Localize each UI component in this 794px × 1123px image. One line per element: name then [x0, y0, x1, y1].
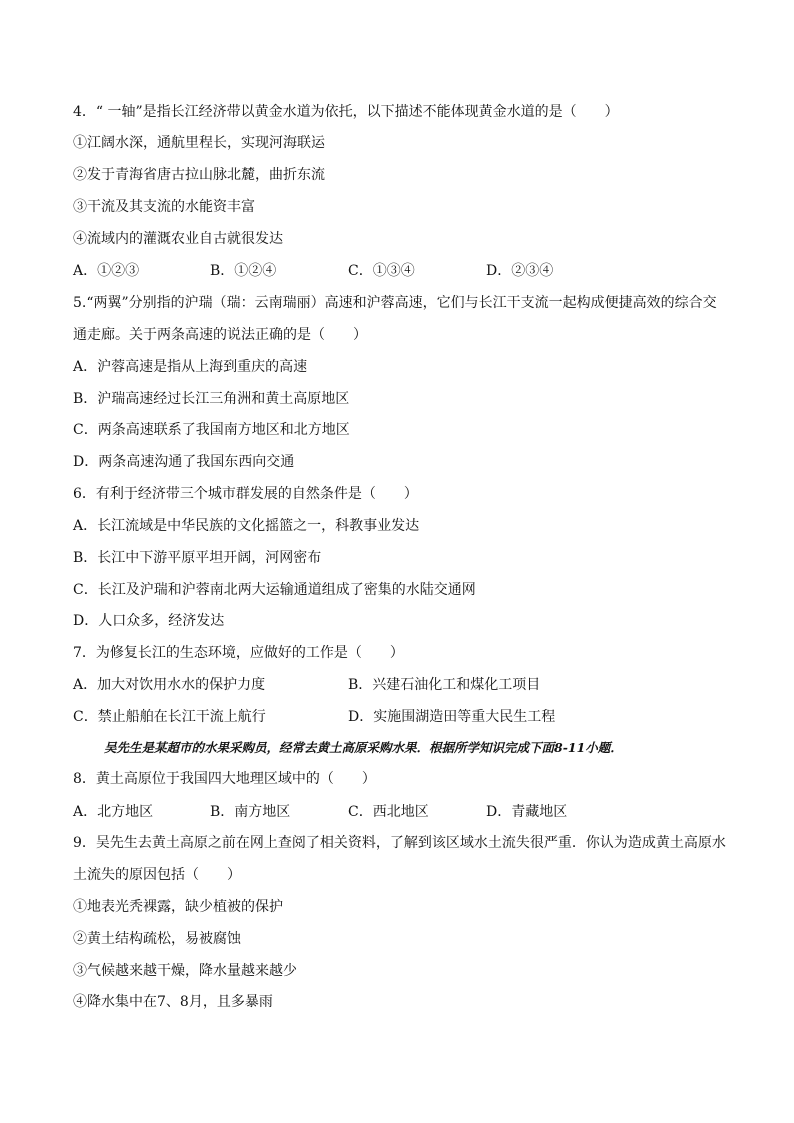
question-9-stem-line-1: 9．吴先生去黄土高原之前在网上查阅了相关资料，了解到该区域水土流失很严重．你认为造成黄土高原水	[73, 835, 726, 851]
question-7-option-c: C．禁止船舶在长江干流上航行	[73, 709, 266, 725]
question-4-option-c: C．①③④	[348, 263, 415, 279]
question-5-option-b: B．沪瑞高速经过长江三角洲和黄土高原地区	[73, 391, 350, 407]
question-5-stem-line-1: 5.“两翼”分别指的沪瑞（瑞：云南瑞丽）高速和沪蓉高速，它们与长江干支流一起构成便捷高效的综合交	[73, 295, 717, 311]
question-4-statement-2: ②发于青海省唐古拉山脉北麓，曲折东流	[73, 167, 325, 183]
question-7-option-b: B．兴建石油化工和煤化工项目	[348, 677, 541, 693]
question-8-option-d: D．青藏地区	[486, 804, 568, 820]
question-7-stem: 7．为修复长江的生态环境，应做好的工作是（ ）	[73, 645, 404, 661]
question-8-option-b: B．南方地区	[210, 804, 291, 820]
question-5-option-d: D．两条高速沟通了我国东西向交通	[73, 454, 295, 470]
question-5-stem-line-2: 通走廊。关于两条高速的说法正确的是（ ）	[73, 327, 367, 343]
question-4-stem: 4．“ 一轴”是指长江经济带以黄金水道为依托，以下描述不能体现黄金水道的是（ ）	[73, 104, 619, 120]
question-5-option-a: A．沪蓉高速是指从上海到重庆的高速	[73, 359, 308, 375]
question-4-option-a: A．①②③	[73, 263, 140, 279]
question-8-stem: 8．黄土高原位于我国四大地理区域中的（ ）	[73, 771, 376, 787]
question-6-option-a: A．长江流域是中华民族的文化摇篮之一，科教事业发达	[73, 518, 420, 534]
question-6-option-c: C．长江及沪瑞和沪蓉南北两大运输通道组成了密集的水陆交通网	[73, 582, 476, 598]
question-9-statement-4: ④降水集中在7、8月，且多暴雨	[73, 994, 273, 1010]
question-9-statement-1: ①地表光秃裸露，缺少植被的保护	[73, 899, 283, 915]
question-4-statement-1: ①江阔水深，通航里程长，实现河海联运	[73, 135, 325, 151]
question-8-option-a: A．北方地区	[73, 804, 154, 820]
question-7-option-d: D．实施围湖造田等重大民生工程	[348, 709, 556, 725]
question-4-option-d: D．②③④	[486, 263, 554, 279]
question-5-option-c: C．两条高速联系了我国南方地区和北方地区	[73, 422, 350, 438]
passage-intro: 吴先生是某超市的水果采购员，经常去黄土高原采购水果．根据所学知识完成下面8-11小题．	[104, 740, 623, 755]
question-9-statement-2: ②黄土结构疏松，易被腐蚀	[73, 931, 241, 947]
question-4-option-b: B．①②④	[210, 263, 277, 279]
question-9-statement-3: ③气候越来越干燥，降水量越来越少	[73, 963, 297, 979]
question-9-stem-line-2: 土流失的原因包括（ ）	[73, 867, 241, 883]
question-6-option-b: B．长江中下游平原平坦开阔，河网密布	[73, 550, 322, 566]
question-4-statement-4: ④流域内的灌溉农业自古就很发达	[73, 231, 283, 247]
question-6-option-d: D．人口众多，经济发达	[73, 613, 225, 629]
question-6-stem: 6．有利于经济带三个城市群发展的自然条件是（ ）	[73, 486, 418, 502]
question-7-option-a: A．加大对饮用水水的保护力度	[73, 677, 266, 693]
question-8-option-c: C．西北地区	[348, 804, 429, 820]
question-4-statement-3: ③干流及其支流的水能资丰富	[73, 199, 255, 215]
